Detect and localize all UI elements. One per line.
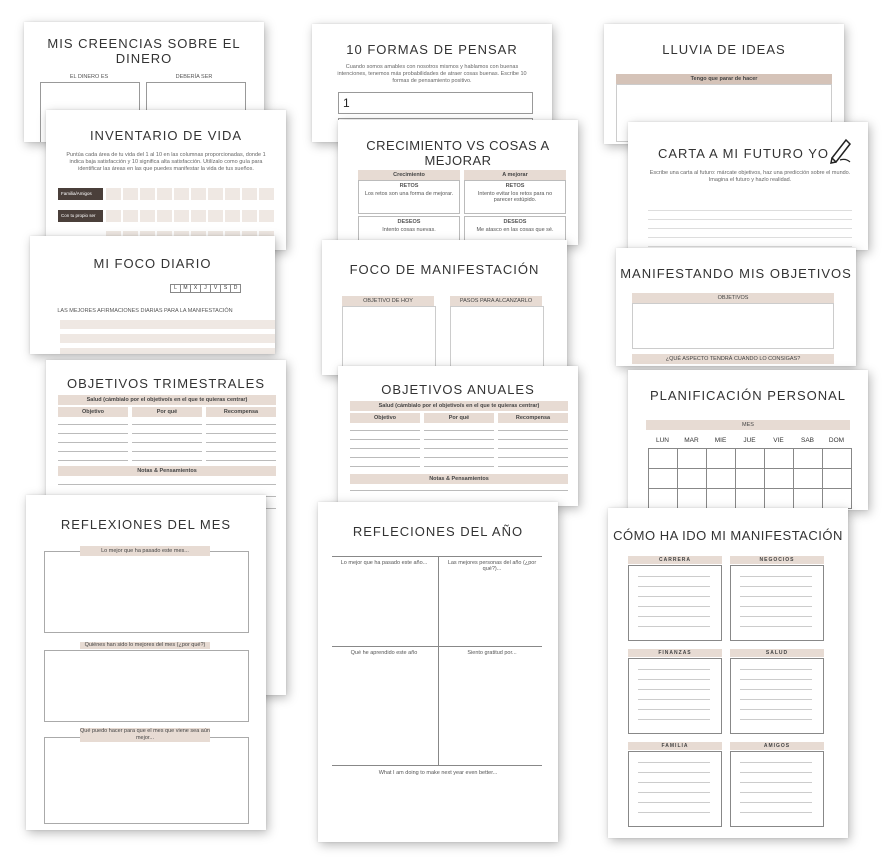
goal-line <box>132 442 202 443</box>
weekday-label: VIE <box>773 437 784 444</box>
page-title: PLANIFICACIÓN PERSONAL <box>649 388 847 403</box>
area-line <box>638 782 710 783</box>
letter-line <box>648 228 852 229</box>
day-box[interactable]: S <box>220 284 231 293</box>
goal-line <box>424 448 494 449</box>
question-label: Lo mejor que ha pasado este año... <box>340 560 428 566</box>
cell-label: DESEOS <box>503 219 527 225</box>
goal-line <box>350 439 420 440</box>
row-label: Con tu propio ser <box>58 210 103 222</box>
calendar-col-line <box>793 448 794 508</box>
focus-band: Salud (cámbialo por el objetivo/s en el que te quieras centrar) <box>350 401 568 411</box>
goal-line <box>498 466 568 467</box>
question-label: What I am doing to make next year even better... <box>378 770 498 776</box>
compare-cell <box>358 216 460 242</box>
area-line <box>638 596 710 597</box>
area-line <box>638 576 710 577</box>
letter-line <box>648 246 852 247</box>
page-refleciones-del-ano <box>318 502 558 842</box>
rating-cell <box>242 188 257 200</box>
calendar-col-line <box>677 448 678 508</box>
area-label: FINANZAS <box>628 649 722 657</box>
area-line <box>740 792 812 793</box>
question-label: Quiénes han sido lo mejores del mes (¿por qué?) <box>80 642 210 649</box>
weekday-label: MAR <box>684 437 699 444</box>
area-line <box>638 709 710 710</box>
letter-line <box>648 210 852 211</box>
page-title: LLUVIA DE IDEAS <box>662 42 786 57</box>
column-header: A mejorar <box>464 170 566 180</box>
column-header: Crecimiento <box>358 170 460 180</box>
page-manifestando <box>616 248 856 366</box>
area-label: NEGOCIOS <box>730 556 824 564</box>
goal-line <box>424 430 494 431</box>
goal-line <box>206 433 276 434</box>
column-header: Objetivo <box>58 407 128 417</box>
calendar-col-line <box>822 448 823 508</box>
area-line <box>638 792 710 793</box>
calendar-col-line <box>648 448 649 508</box>
area-line <box>740 626 812 627</box>
area-line <box>638 699 710 700</box>
area-line <box>638 802 710 803</box>
goal-line <box>498 448 568 449</box>
goal-line <box>350 457 420 458</box>
area-line <box>740 709 812 710</box>
grid-line <box>332 765 542 766</box>
goal-line <box>58 460 128 461</box>
rating-cell <box>174 210 189 222</box>
cell-text: Intento evitar los retos para no parecer estúpido. <box>477 191 553 203</box>
rating-cell <box>208 188 223 200</box>
column-label: DEBERÍA SER <box>175 74 213 80</box>
column-label: EL DINERO ES <box>69 74 109 80</box>
goal-line <box>350 448 420 449</box>
goal-line <box>132 451 202 452</box>
weekday-label: MIE <box>714 437 727 444</box>
page-title: 10 FORMAS DE PENSAR <box>346 42 518 57</box>
calendar-col-line <box>851 448 852 508</box>
row-label: Familia/Amigos <box>58 188 103 200</box>
day-box[interactable]: J <box>200 284 211 293</box>
question-label: Qué he aprendido este año <box>350 650 418 656</box>
page-title: REFLECIONES DEL AÑO <box>352 524 524 539</box>
goal-line <box>498 439 568 440</box>
day-box[interactable]: L <box>170 284 181 293</box>
weekday-label: DOM <box>828 437 845 444</box>
rating-cell <box>140 188 155 200</box>
day-box[interactable]: M <box>180 284 191 293</box>
page-title: CARTA A MI FUTURO YO <box>658 146 829 161</box>
goal-line <box>132 460 202 461</box>
area-line <box>740 689 812 690</box>
cell-text: Intento cosas nuevas. <box>382 227 436 233</box>
question-label: Lo mejor que ha pasado este mes... <box>80 546 210 556</box>
area-line <box>638 812 710 813</box>
area-line <box>638 719 710 720</box>
area-line <box>638 762 710 763</box>
goal-line <box>206 460 276 461</box>
rating-cell <box>191 188 206 200</box>
page-objetivos-anuales <box>338 366 578 506</box>
page-como-ha-ido <box>608 508 848 838</box>
goal-line <box>58 442 128 443</box>
goal-line <box>206 451 276 452</box>
column-header: Por qué <box>132 407 202 417</box>
cell-text: Los retos son una forma de mejorar. <box>364 191 454 197</box>
grid-line <box>332 646 542 647</box>
notes-band: Notas & Pensamientos <box>350 474 568 484</box>
area-label: SALUD <box>730 649 824 657</box>
column-header: Recompensa <box>206 407 276 417</box>
page-description: Escribe una carta al futuro: márcate objetivos, haz una predicción sobre el mundo. Imagina el futuro y hazlo realidad. <box>649 170 851 183</box>
day-box[interactable]: D <box>230 284 241 293</box>
area-line <box>638 626 710 627</box>
area-line <box>740 762 812 763</box>
goal-line <box>206 442 276 443</box>
page-title: MIS CREENCIAS SOBRE EL DINERO <box>47 36 241 66</box>
goal-line <box>498 457 568 458</box>
grid-line <box>438 556 439 765</box>
page-title: REFLEXIONES DEL MES <box>60 517 232 532</box>
goal-line <box>132 424 202 425</box>
column-header: Por qué <box>424 413 494 423</box>
area-line <box>638 586 710 587</box>
area-line <box>638 606 710 607</box>
goal-box <box>342 306 436 375</box>
affirmation-line <box>60 320 275 329</box>
cell-text: Me atasco en las cosas que sé. <box>476 227 554 233</box>
area-line <box>638 669 710 670</box>
weekday-label: LUN <box>655 437 669 444</box>
goal-line <box>424 457 494 458</box>
steps-box <box>450 306 544 375</box>
compare-cell <box>464 216 566 242</box>
grid-line <box>332 556 542 557</box>
calendar-col-line <box>764 448 765 508</box>
letter-line <box>648 219 852 220</box>
rating-cell <box>106 210 121 222</box>
page-reflexiones-del-mes <box>26 495 266 830</box>
area-line <box>638 679 710 680</box>
notes-band: Notas & Pensamientos <box>58 466 276 476</box>
question-label: Siento gratitud por... <box>467 650 517 656</box>
goal-line <box>424 439 494 440</box>
page-description: Cuando somos amables con nosotros mismos y hablamos con buenas intenciones, tenemos más probabilidades de atraer cosas buenas. Escribe 10 formas de pensamiento positivo. <box>337 64 527 84</box>
note-line <box>58 484 276 485</box>
page-mi-foco-diario <box>30 236 275 354</box>
rating-cell <box>242 210 257 222</box>
rating-cell <box>157 210 172 222</box>
outcome-band: ¿QUÉ ASPECTO TENDRÁ CUANDO LO CONSIGAS? <box>632 354 834 364</box>
page-foco-manifestacion <box>322 240 567 375</box>
page-title: MI FOCO DIARIO <box>93 256 212 271</box>
rating-cell <box>225 188 240 200</box>
area-line <box>740 772 812 773</box>
area-line <box>740 802 812 803</box>
area-line <box>740 586 812 587</box>
goal-line <box>58 451 128 452</box>
rating-cell <box>123 188 138 200</box>
letter-line <box>648 237 852 238</box>
rating-cell <box>123 210 138 222</box>
item-number: 1 <box>343 96 350 110</box>
month-band: MES <box>646 420 850 430</box>
page-crecimiento <box>338 120 578 245</box>
page-title: CRECIMIENTO VS COSAS A MEJORAR <box>366 138 550 168</box>
pencil-icon <box>828 136 854 164</box>
column-header: Objetivo <box>350 413 420 423</box>
thought-field[interactable] <box>338 92 533 114</box>
reflection-box <box>44 551 249 633</box>
reflection-box <box>44 737 249 824</box>
goal-line <box>132 433 202 434</box>
objectives-band: OBJETIVOS <box>632 293 834 303</box>
area-line <box>740 719 812 720</box>
goal-line <box>350 466 420 467</box>
area-line <box>740 669 812 670</box>
compare-cell <box>464 180 566 214</box>
goal-line <box>424 466 494 467</box>
page-planificacion-personal <box>628 370 868 510</box>
affirmation-line <box>60 334 275 343</box>
area-line <box>740 576 812 577</box>
focus-band: Salud (cámbialo por el objetivo/s en el que te quieras centrar) <box>58 395 276 405</box>
area-line <box>740 596 812 597</box>
calendar-col-line <box>706 448 707 508</box>
reflection-box <box>44 650 249 722</box>
cell-label: DESEOS <box>397 219 421 225</box>
goal-line <box>350 430 420 431</box>
goal-line <box>58 433 128 434</box>
idea-band: Tengo que parar de hacer <box>616 74 832 84</box>
affirmation-line <box>60 348 275 354</box>
column-header: Recompensa <box>498 413 568 423</box>
area-line <box>740 606 812 607</box>
area-line <box>638 772 710 773</box>
cell-label: RETOS <box>505 183 525 189</box>
rating-cell <box>157 188 172 200</box>
goal-line <box>206 424 276 425</box>
question-label: Las mejores personas del año (¿por qué?)... <box>447 560 537 572</box>
rating-cell <box>208 210 223 222</box>
area-line <box>638 689 710 690</box>
day-box[interactable]: X <box>190 284 201 293</box>
page-title: MANIFESTANDO MIS OBJETIVOS <box>620 266 852 281</box>
question-label: Qué puedo hacer para que el mes que viene sea aún mejor... <box>80 728 210 741</box>
objectives-box <box>632 303 834 349</box>
section-label: LAS MEJORES AFIRMACIONES DIARIAS PARA LA MANIFESTACIÓN <box>57 308 233 314</box>
note-line <box>350 490 568 491</box>
area-line <box>740 782 812 783</box>
rating-cell <box>259 210 274 222</box>
goal-line <box>498 430 568 431</box>
weekday-label: JUE <box>743 437 756 444</box>
weekday-label: SAB <box>800 437 814 444</box>
area-line <box>740 679 812 680</box>
area-line <box>740 616 812 617</box>
rating-cell <box>259 188 274 200</box>
rating-cell <box>191 210 206 222</box>
area-line <box>638 616 710 617</box>
page-title: OBJETIVOS TRIMESTRALES <box>66 376 266 391</box>
goal-line <box>58 424 128 425</box>
rating-cell <box>140 210 155 222</box>
page-title: INVENTARIO DE VIDA <box>89 128 243 143</box>
rating-cell <box>174 188 189 200</box>
area-label: FAMILIA <box>628 742 722 750</box>
column-header: OBJETIVO DE HOY <box>342 296 434 306</box>
page-carta-futuro <box>628 122 868 250</box>
page-inventario-de-vida <box>46 110 286 250</box>
page-title: OBJETIVOS ANUALES <box>381 382 535 397</box>
day-box[interactable]: V <box>210 284 221 293</box>
rating-cell <box>106 188 121 200</box>
rating-cell <box>225 210 240 222</box>
column-header: PASOS PARA ALCANZARLO <box>450 296 542 306</box>
page-title: FOCO DE MANIFESTACIÓN <box>349 262 540 277</box>
area-line <box>740 812 812 813</box>
area-label: AMIGOS <box>730 742 824 750</box>
area-line <box>740 699 812 700</box>
page-title: CÓMO HA IDO MI MANIFESTACIÓN <box>613 528 843 543</box>
compare-cell <box>358 180 460 214</box>
area-label: CARRERA <box>628 556 722 564</box>
cell-label: RETOS <box>399 183 419 189</box>
calendar-col-line <box>735 448 736 508</box>
page-description: Puntúa cada área de tu vida del 1 al 10 en las columnas proporcionadas, donde 1 indica baja satisfacción y 10 significa alta satisfacción. Utilízalo como guía para identificar las áreas en las que puedes manifestar la vida de tus sueños. <box>66 152 266 172</box>
